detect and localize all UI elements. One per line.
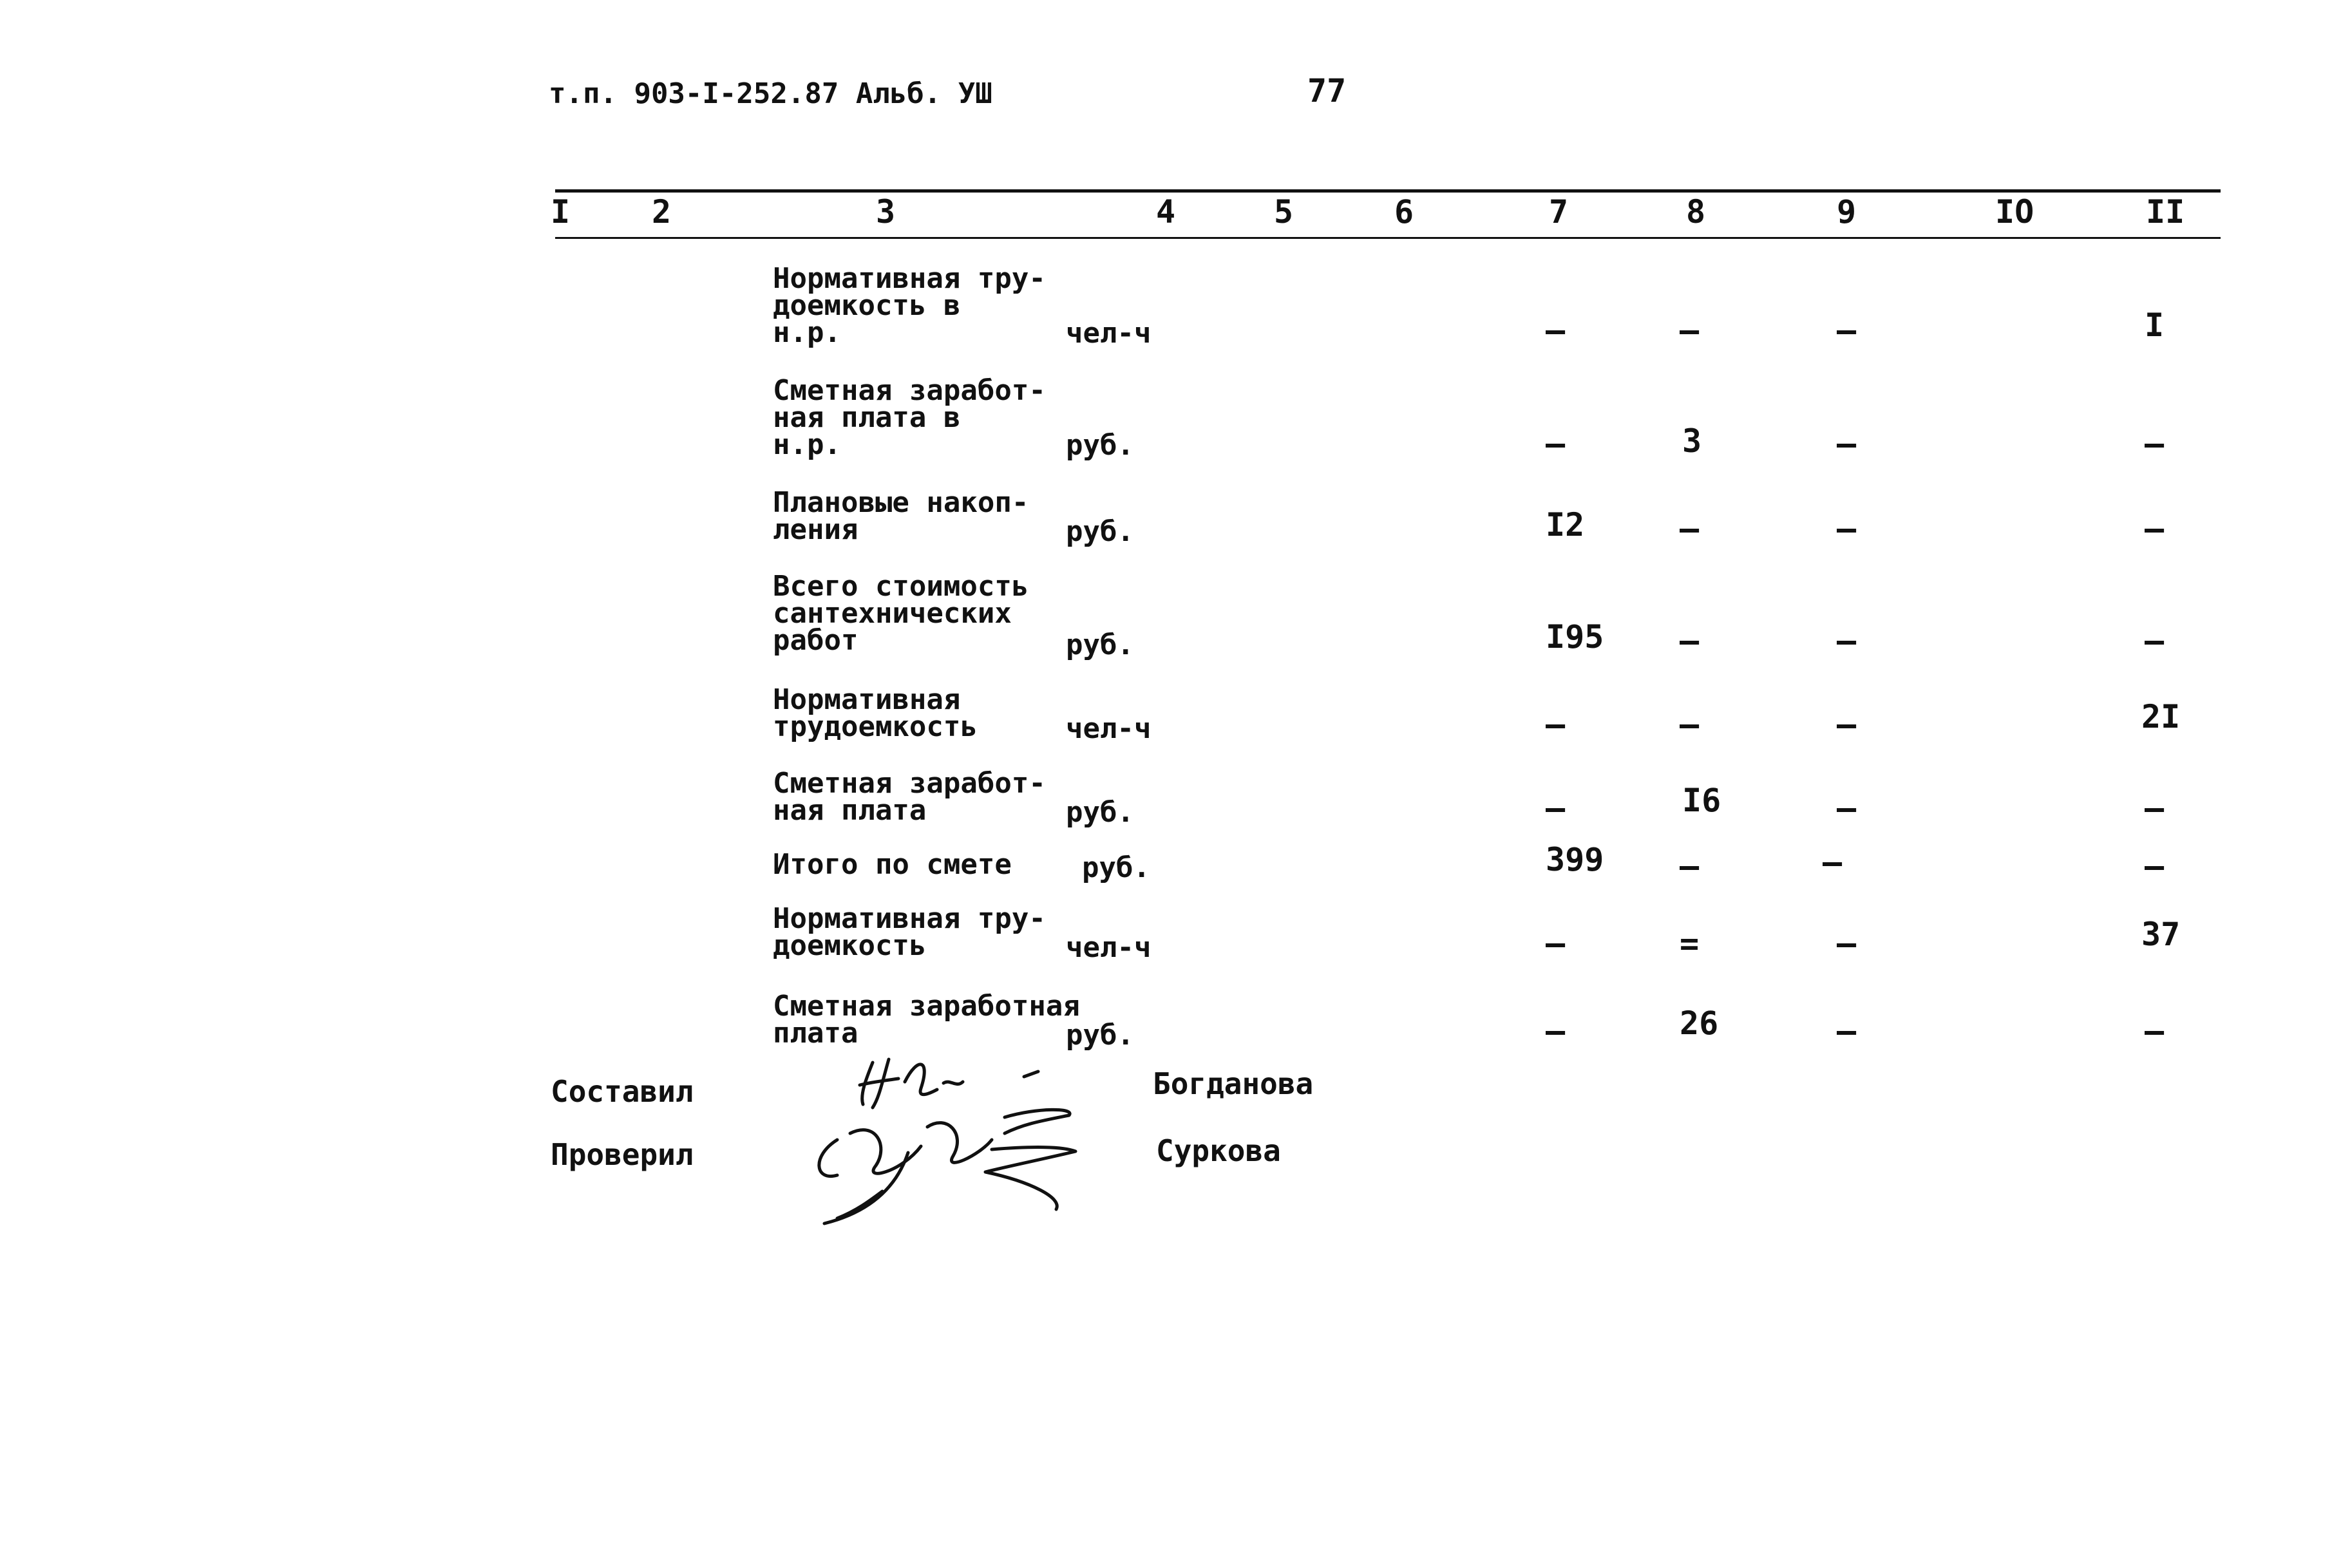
table-top-rule bbox=[555, 189, 2221, 193]
table-cell-col8: – bbox=[1680, 706, 1700, 743]
table-cell-col9: – bbox=[1823, 844, 1843, 881]
column-header-9: 9 bbox=[1837, 193, 1857, 231]
signature-stroke bbox=[985, 1148, 1076, 1209]
signature-stroke bbox=[943, 1082, 963, 1084]
table-row-unit: чел-ч bbox=[1066, 931, 1152, 964]
compiled-by-name: Богданова bbox=[1153, 1066, 1314, 1101]
table-cell-col7: – bbox=[1546, 1012, 1566, 1050]
signature-image bbox=[799, 1043, 1095, 1236]
table-row-description: Нормативная тру- доемкость bbox=[773, 902, 1046, 962]
column-header-7: 7 bbox=[1549, 193, 1569, 231]
checked-by-label: Проверил bbox=[551, 1137, 694, 1172]
table-cell-col9: – bbox=[1837, 925, 1857, 962]
table-cell-col7: 399 bbox=[1546, 841, 1604, 878]
column-header-5: 5 bbox=[1274, 193, 1294, 231]
column-header-8: 8 bbox=[1686, 193, 1706, 231]
signature-stroke bbox=[837, 1191, 882, 1218]
table-cell-col9: – bbox=[1837, 425, 1857, 462]
table-row-description: Плановые накоп- ления bbox=[773, 486, 1029, 546]
table-row-description: Нормативная тру- доемкость в н.р. bbox=[773, 262, 1046, 349]
table-cell-col11: – bbox=[2145, 1012, 2165, 1050]
table-cell-col8: – bbox=[1680, 312, 1700, 349]
compiled-by-label: Составил bbox=[551, 1074, 694, 1109]
table-cell-col11: – bbox=[2145, 425, 2165, 462]
signature-stroke bbox=[819, 1140, 837, 1176]
table-cell-col7: – bbox=[1546, 925, 1566, 962]
column-header-3: 3 bbox=[876, 193, 896, 231]
table-row-unit: руб. bbox=[1066, 1019, 1134, 1052]
signature-stroke bbox=[1005, 1110, 1070, 1133]
table-row-unit: руб. bbox=[1082, 851, 1150, 884]
table-row-unit: руб. bbox=[1066, 429, 1134, 462]
signature-stroke bbox=[1024, 1072, 1038, 1077]
table-row-description: Сметная заработ- ная плата bbox=[773, 767, 1046, 827]
table-cell-col11: – bbox=[2145, 510, 2165, 547]
signature-stroke bbox=[927, 1123, 992, 1163]
table-row-description: Сметная заработная плата bbox=[773, 990, 1080, 1050]
signature-stroke bbox=[905, 1064, 937, 1095]
table-cell-col7: I95 bbox=[1546, 618, 1604, 656]
table-cell-col11: 2I bbox=[2141, 698, 2181, 735]
table-cell-col9: – bbox=[1837, 622, 1857, 659]
table-cell-col8: – bbox=[1680, 847, 1700, 885]
table-cell-col8: – bbox=[1680, 510, 1700, 547]
column-header-10: IO bbox=[1995, 193, 2034, 231]
table-cell-col8: = bbox=[1680, 925, 1700, 962]
table-cell-col9: – bbox=[1837, 706, 1857, 743]
table-row-unit: чел-ч bbox=[1066, 712, 1152, 745]
table-cell-col7: I2 bbox=[1546, 506, 1585, 543]
page-number: 77 bbox=[1307, 72, 1347, 109]
table-row-unit: руб. bbox=[1066, 628, 1134, 661]
table-cell-col8: I6 bbox=[1682, 782, 1721, 819]
table-cell-col7: – bbox=[1546, 425, 1566, 462]
table-row-unit: руб. bbox=[1066, 515, 1134, 548]
table-cell-col9: – bbox=[1837, 312, 1857, 349]
column-header-1: I bbox=[551, 193, 571, 231]
column-header-4: 4 bbox=[1156, 193, 1176, 231]
table-cell-col7: – bbox=[1546, 789, 1566, 827]
table-row-description: Итого по смете bbox=[773, 848, 1012, 881]
column-header-11: II bbox=[2146, 193, 2185, 231]
table-cell-col11: – bbox=[2145, 847, 2165, 885]
document-reference: т.п. 903-I-252.87 Альб. УШ bbox=[549, 77, 992, 110]
table-cell-col11: I bbox=[2145, 307, 2165, 344]
table-cell-col8: 3 bbox=[1682, 422, 1702, 460]
checked-by-name: Суркова bbox=[1156, 1133, 1281, 1168]
table-row-unit: руб. bbox=[1066, 796, 1134, 829]
signature-stroke bbox=[850, 1130, 921, 1174]
table-cell-col11: 37 bbox=[2141, 916, 2181, 953]
table-cell-col11: – bbox=[2145, 622, 2165, 659]
column-header-2: 2 bbox=[652, 193, 672, 231]
table-row-description: Всего стоимость сантехнических работ bbox=[773, 570, 1029, 657]
table-row-unit: чел-ч bbox=[1066, 317, 1152, 350]
table-cell-col7: – bbox=[1546, 706, 1566, 743]
table-cell-col9: – bbox=[1837, 510, 1857, 547]
table-cell-col9: – bbox=[1837, 789, 1857, 827]
table-cell-col8: 26 bbox=[1680, 1005, 1719, 1042]
signature-stroke bbox=[824, 1153, 908, 1223]
table-row-description: Нормативная трудоемкость bbox=[773, 683, 978, 743]
table-cell-col8: – bbox=[1680, 622, 1700, 659]
table-cell-col11: – bbox=[2145, 789, 2165, 827]
table-row-description: Сметная заработ- ная плата в н.р. bbox=[773, 374, 1046, 461]
table-header-rule bbox=[555, 237, 2221, 239]
table-cell-col9: – bbox=[1837, 1012, 1857, 1050]
column-header-6: 6 bbox=[1394, 193, 1414, 231]
table-cell-col7: – bbox=[1546, 312, 1566, 349]
